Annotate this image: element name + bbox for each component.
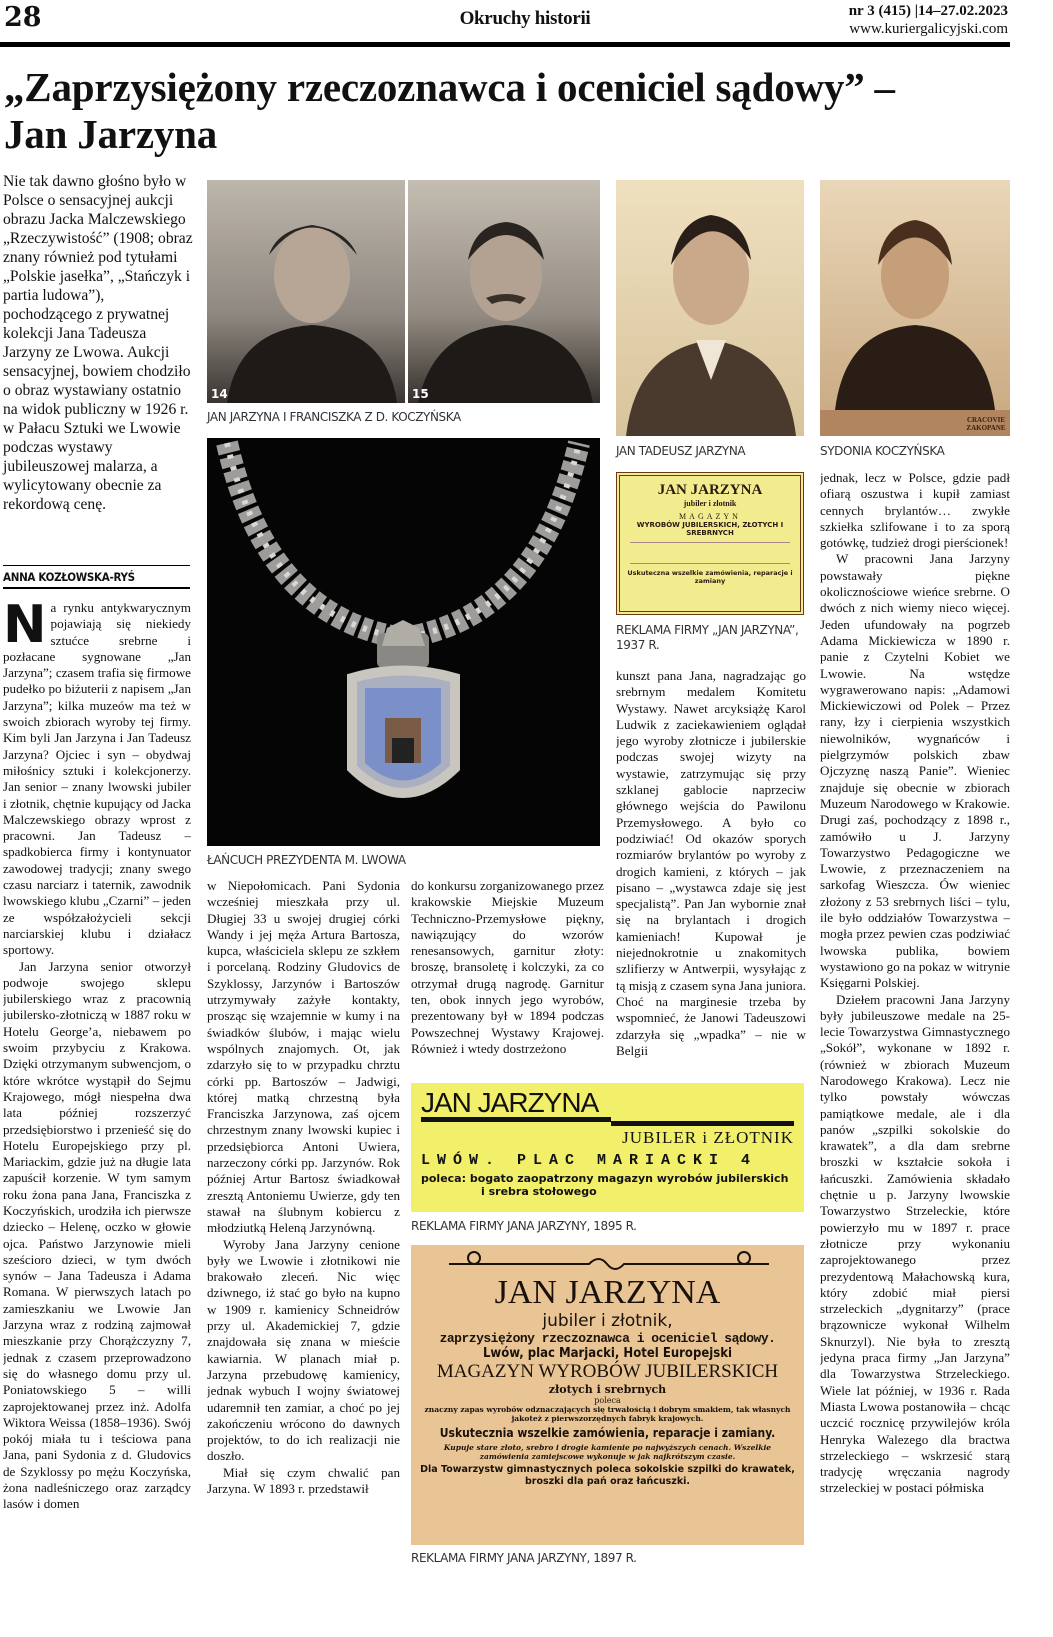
ad-sub: jubiler i złotnik, — [542, 1311, 673, 1331]
paragraph: kunszt pana Jana, nagradzając go srebrnym medalem Komitetu Wystawy. Nawet arcyksiążę Karol Ludwik z zaciekawieniem oglądał jego wyroby złotnicze i jubilerskie podczas swojej wizyty na wystawie, zatrzymując się przy szklanej gablocie naprzeciw głównego wejścia do Pawilonu Przemysłowego. A było co podziwiać! Od okazów sporych rozmiarów brylantów po wyroby z drogich kamieni, z których – jak pisano – „wystawca zdaje się jest specjalistą”. Pan Jan wybornie znał się na brylantach i drogich kamieniach! Kupował je niejednokrotnie u znakomitych szlifierzy w Antwerpii, wysyłając z tą misją z czasem syna Jana juniora. Choć na marginesie trzeba by wspomnieć, że Janowi Tadeuszowi zdarzyła się „wpadka” – nie w Belgii — [616, 668, 806, 1058]
ad-role: zaprzysiężony rzeczoznawca i oceniciel sądowy. — [439, 1331, 776, 1346]
ad-caption: REKLAMA FIRMY JANA JARZYNY, 1897 R. — [411, 1551, 637, 1565]
ad-line: Uskuteczna wszelkie zamówienia, reparacje i zamiany — [627, 569, 793, 585]
ad-address: LWÓW. PLAC MARIACKI 4 — [421, 1152, 758, 1169]
lead-paragraph: Nie tak dawno głośno było w Polsce o sensacyjnej aukcji obrazu Jacka Malczewskiego „Rzeczywistość” (1908; obraz znany również pod tytułami „Polskie jasełka”, „Stańczyk i partia ludowa”), pochodzącego z prywatnej kolekcji Jana Tadeusza Jarzyny ze Lwowa. Aukcji sensacyjnej, bowiem chodziło o obraz wystawiany ostatnio na widok publiczny w 1926 r. w Pałacu Sztuki we Lwowie podczas wystawy jubileuszowej malarza, a wylicytowany obecnie za rekordową cenę. — [3, 173, 193, 513]
column-5 — [820, 470, 1010, 1637]
ad-name: JAN JARZYNA — [421, 1089, 611, 1122]
ad-1937 — [616, 472, 804, 615]
ad-offer: poleca: bogato zaopatrzony magazyn wyrobów jubilerskich — [421, 1172, 789, 1185]
ad-text: Uskutecznia wszelkie zamówienia, reparacje i zamiany. — [439, 1426, 776, 1440]
photo-jan-tadeusz — [616, 180, 804, 436]
ad-caption: REKLAMA FIRMY JANA JARZYNY, 1895 R. — [411, 1219, 637, 1233]
photo-number: 14 — [211, 387, 228, 401]
ad-name: JAN JARZYNA — [657, 482, 763, 498]
photo-sydonia — [820, 180, 1010, 436]
paragraph: a rynku antykwarycznym pojawiają się niekiedy sztućce srebrne i pozłacane sygnowane „Jan Jarzyna”; czasem trafia się firmowe pudełko po biżuterii z napisem „Jan Jarzyna”; kilka muzeów ma też w swoich zbiorach wyroby tej firmy. Kim byli Jan Jarzyna i Jan Tadeusz Jarzyna? Ojciec i syn – obydwaj miłośnicy sztuki i kolekcjonerzy. Jan senior – znany lwowski jubiler i złotnik, chętnie kupujący od Jacka Malczewskiego obrazy wprost z pracowni. Jan Tadeusz – spadkobierca firmy i kontynuator zawodowej tradycji; znany swego czasu narciarz i taternik, zawodnik lwowskiego klubu „Czarni” – jeden ze współzałożycieli sekcji narciarskiej klubu i działacz sportowy. — [3, 600, 191, 958]
ornament — [419, 1249, 796, 1271]
section-title: Okruchy historii — [459, 8, 591, 29]
photo-caption: SYDONIA KOCZYŃSKA — [820, 444, 945, 458]
ad-text: poleca — [594, 1396, 621, 1405]
ad-1895 — [411, 1083, 804, 1212]
ad-kind: złotych i srebrnych — [548, 1383, 667, 1396]
column-1 — [3, 600, 191, 1637]
paragraph: W pracowni Jana Jarzyny powstawały piękne okolicznościowe wieńce srebrne. O dwóch z nich wiemy nieco więcej. Jeden ufundowały na pogrzeb Adama Mickiewicza w 1890 r. panie z Czytelni Kobiet we Lwowie. Na wstędze wygrawerowano napis: „Adamowi Mickiewiczowi od Polek – Przez rany, łzy i cierpienia wszystkich niewolników, wygnańców i pielgrzymów polskich zbaw Ojczyznę naszą Panie”. Wieniec znajduje się obecnie w zbiorach Muzeum Narodowego w Krakowie. Drugi zaś, pochodzący z 1898 r., zamówiło u J. Jarzyny Towarzystwo Pedagogiczne we Lwowie, z przeznaczeniem na sarkofag Wieszcza. Ów wieniec złożony z 53 srebrnych liści – tylu, ile było oddziałów Towarzystwa – mogła przez pewien czas podziwiać lwowska publika, bowiem wystawiono go na pokaz w witrynie Księgarni Polskiej. — [820, 551, 1010, 991]
page-number: 28 — [4, 2, 42, 33]
portrait-woman-elder — [820, 180, 1010, 436]
paragraph: w Niepołomicach. Pani Sydonia wcześniej mieszkała przy ul. Długiej 33 u swojej drugiej córki Wandy i jej męża Artura Bartosza, kupca, właściciela sklepu ze szkłem i porcelaną. Rodziny Gludovics de Szyklossy, Jarzynów i Bartoszów utrzymywały zażyłe kontakty, prosząc się wzajemnie w kumy i na świadków ślubów, i mając wielu wspólnych znajomych. Ot, jak zdarzyło się to w przypadku chrztu córki pp. Bartoszów – Jadwigi, której matką chrzestną była Franciszka Jarzynowa, zaś ojcem chrzestnym znany lwowski kupiec i przedsiębiorca Antoni Uwiera, narzeczony córki pp. Jarzynów. Rok później Artur Bartosz świadkował zresztą Antoniemu Uwierze, gdy ten stawał na ślubnym kobiercu z młodziutką Heleną Jarzynówną. — [207, 878, 400, 1236]
ad-sub: jubiler i złotnik — [683, 499, 737, 508]
paragraph: Jan Jarzyna senior otworzył podwoje swojego sklepu jubilerskiego wraz z pracownią jubilersko-złotniczą w 1887 roku w Hotelu George’a, niebawem po swoim przybyciu z Krakowa. Dzięki otrzymanym subwencjom, o które wkrótce wystąpił do Sejmu Krajowego, mógł niespełna dwa lata później rozszerzyć przedsiębiorstwo i przenieść się do Hotelu Europejskiego przy pl. Mariackim, gdzie już na długie lata zapuścił korzenie. W tym samym roku żona pana Jana, Franciszka z Koczyńskich, urodziła ich pierwsze dziecko – Helenę, oczko w głowie ojca. Państwo Jarzynowie mieli sześcioro dzieci, w tym dwóch synów – Jana Tadeusza i Adama Romana. W pierwszych latach po zamieszkaniu we Lwowie Jan Jarzyna wraz z rodziną zajmował mieszkanie przy Chorążczyzny 7, jednak z czasem przeprowadzono się do własnego domu przy ul. Poniatowskiego 5 – willi zaprojektowanej przez inż. Adolfa Wiktora Weissa (1858–1936). Swój pokój miała tu i teściowa pana Jana, pani Sydonia z d. Gludovics de Szyklossy po mężu Koczyńska, żona nadleśniczego oraz zarządcy lasów i domen — [3, 958, 191, 1512]
photo-jan — [408, 180, 600, 403]
ad-text: znaczny zapas wyrobów odznaczających się trwałością i dobrym smakiem, tak własnych jakoteż z pierwszorzędnych fabryk krajowych. — [424, 1405, 791, 1423]
studio-stamp: CRACOVIE ZAKOPANE — [966, 416, 1006, 432]
title-line-1: „Zaprzysiężony rzeczoznawca i oceniciel sądowy” – — [4, 64, 895, 110]
photo-caption: JAN JARZYNA I FRANCISZKA Z D. KOCZYŃSKA — [207, 410, 461, 424]
website: www.kuriergalicyjski.com — [849, 21, 1008, 37]
paragraph: jednak, lecz w Polsce, gdzie padł ofiarą oszustwa i kupił zamiast cennych brylantów… zwykłe szkiełka szlifowane i to za sporą gotówkę, tudzież drogi pierścionek! — [820, 470, 1010, 551]
ad-name: JAN JARZYNA — [494, 1274, 721, 1311]
paragraph: do konkursu zorganizowanego przez krakowskie Miejskie Muzeum Techniczno-Przemysłowe piękny, nawiązujący do wzorów renesansowych, garnitur złoty: broszę, bransoletę i kolczyki, za co otrzymał drugą nagrodę. Garnitur ten, obok innych jego wyrobów, prezentowany był w 1894 podczas Powszechnej Wystawy Krajowej. Również i wtedy dostrzeżono — [411, 878, 604, 1056]
photo-chain — [207, 438, 600, 846]
ad-offer: i srebra stołowego — [481, 1185, 597, 1198]
ad-line: WYROBÓW JUBILERSKICH, ZŁOTYCH I SREBRNYCH — [636, 521, 784, 537]
column-2 — [207, 878, 400, 1637]
issue-info — [849, 2, 1008, 38]
title-line-2: Jan Jarzyna — [4, 111, 218, 157]
paragraph: Miał się czym chwalić pan Jarzyna. W 1893 r. przedstawił — [207, 1464, 400, 1496]
chain-illustration — [207, 438, 600, 846]
portrait-woman — [207, 180, 405, 403]
byline: ANNA KOZŁOWSKA-RYŚ — [3, 565, 190, 589]
drop-cap: N — [3, 600, 47, 655]
column-3 — [411, 878, 604, 1075]
portrait-man — [408, 180, 600, 403]
portrait-young-man — [616, 180, 804, 436]
paragraph: Wyroby Jana Jarzyny cenione były we Lwowie i złotnikowi nie brakowało zleceń. Nic więc dziwnego, iż stać go było na kupno w 1909 r. kamienicy Schneidrów przy ul. Akademickiej 7, gdzie znajdowała się znana w mieście kawiarnia. W planach miał p. Jarzyna przebudowę kamienicy, jednak wybuch I wojny światowej udaremnił ten zamiar, a choć po jej zakończeniu wrócono do dawnych projektów, to do ich realizacji nie doszło. — [207, 1236, 400, 1464]
ad-address: Lwów, plac Marjacki, Hotel Europejski — [482, 1346, 733, 1361]
ad-sub: JUBILER i ZŁOTNIK — [622, 1128, 794, 1147]
ad-text: Dla Towarzystw gimnastycznych poleca sokolskie szpilki do krawatek, broszki dla pań oraz łańcuszki. — [420, 1464, 795, 1487]
ad-text: Kupuje stare złoto, srebro i drogie kamienie po najwyższych cenach. Wszelkie zamówienia zamiejscowe wykonuje w jak najkrótszym czasie. — [443, 1443, 772, 1461]
photo-number: 15 — [412, 387, 429, 401]
photo-franciszka — [207, 180, 405, 403]
ad-magazyn: MAGAZYN WYROBÓW JUBILERSKICH — [436, 1361, 779, 1382]
issue-number: nr 3 (415) |14–27.02.2023 — [848, 3, 1008, 19]
photo-caption: ŁAŃCUCH PREZYDENTA M. LWOWA — [207, 853, 406, 867]
article-title — [4, 64, 895, 158]
ad-caption: REKLAMA FIRMY „JAN JARZYNA”, 1937 R. — [616, 623, 799, 652]
paragraph: Dziełem pracowni Jana Jarzyny były jubileuszowe medale na 25-lecie Towarzystwa Gimnastycznego „Sokół”, wykonane w 1892 r. (również w zbiorach Muzeum Narodowego Krakowa). Lecz nie tylko powstały wówczas pamiątkowe medale, ale i dla panów „szpilki sokolskie do krawatek”, a dla dam srebrne broszki w kształcie sokoła i łańcuszki. Zamówienia składało chętnie u p. Jarzyny lwowskie Towarzystwo Strzeleckie, które powierzyło mu w 1897 r. prace złotnicze przy wykonaniu zaprojektowanego przez prezydentową Małachowską kura, który zdobić miał piersi strzeleckich „dygnitarzy” (prace brązownicze wykonał Wilhelm Sknurzyl). Nie była to zresztą jedyna praca firmy „Jan Jarzyna” dla Towarzystwa Strzeleckiego. Wiele lat później, w 1936 r. Rada Miasta Lwowa postanowiła – chcąc uczcić rocznicę przywilejów króla Henryka Walezego dla bractwa strzeleckiego – wskrzesić starą tradycję wręczania nagrody strzeleckiej w postaci półmiska — [820, 991, 1010, 1496]
ad-magazyn: MAGAZYN — [679, 512, 741, 521]
ad-1897 — [411, 1245, 804, 1545]
column-4 — [616, 668, 806, 1075]
photo-caption: JAN TADEUSZ JARZYNA — [616, 444, 746, 458]
header-rule — [0, 42, 1010, 47]
